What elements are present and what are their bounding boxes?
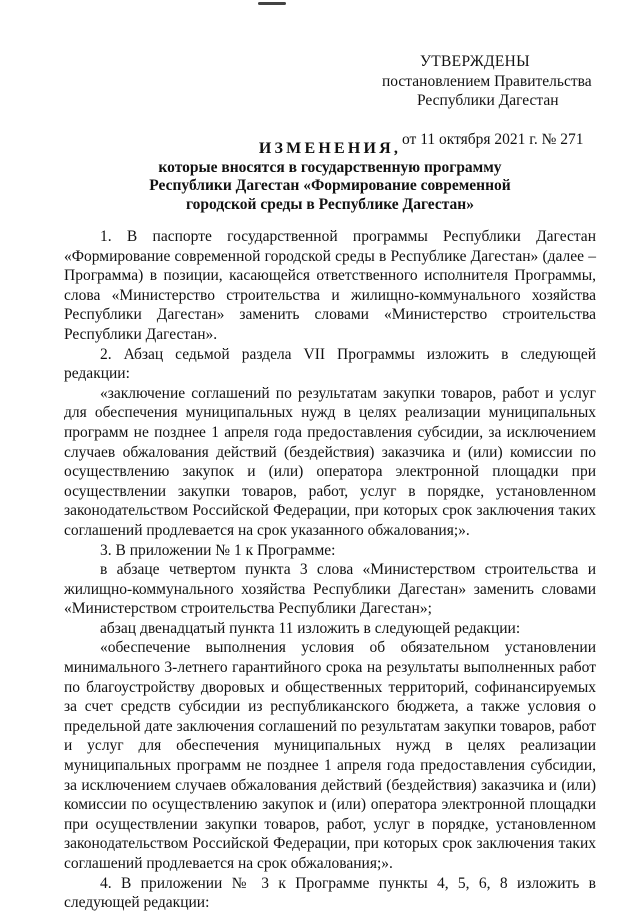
heading-title: ИЗМЕНЕНИЯ, xyxy=(258,140,402,157)
paragraph-6: абзац двенадцатый пункта 11 изложить в следующей редакции: xyxy=(100,619,521,637)
paragraph-1: 1. В паспорте государственной программы Республики Дагестан «Формирование современной городской среды в Республике Дагестан» (далее – Программа) в позиции, касающейся ответственного исполнителя Программы, слова «Министерство строительства и жилищно-коммунального хозяйства Республики Дагестан» заменить словами «Министерство строительства Республики Дагестан». xyxy=(64,228,596,343)
approval-title: УТВЕРЖДЕНЫ xyxy=(420,53,530,70)
heading-line: Республики Дагестан «Формирование современной xyxy=(149,177,511,194)
approval-date: от 11 октября 2021 г. № 271 xyxy=(402,130,584,148)
paragraph-8: 4. В приложении № 3 к Программе пункты 4, 5, 6, 8 изложить в следующей редакции: xyxy=(64,874,596,912)
document-body xyxy=(64,227,596,913)
approval-line: Республики Дагестан xyxy=(417,92,559,109)
approval-line: постановлением Правительства xyxy=(382,72,592,90)
paragraph-2: 2. Абзац седьмой раздела VII Программы изложить в следующей редакции: xyxy=(64,345,596,383)
document-heading xyxy=(60,140,600,214)
paragraph-4: 3. В приложении № 1 к Программе: xyxy=(100,541,336,559)
paragraph-5: в абзаце четвертом пункта 3 слова «Министерством строительства и жилищно-коммунального хозяйства Республики Дагестан» заменить словами «Министерством строительства Республики Дагестан»; xyxy=(64,561,596,618)
paragraph-3: «заключение соглашений по результатам закупки товаров, работ и услуг для обеспечения муниципальных нужд в целях реализации муниципальных программ не позднее 1 апреля года предоставления субсидии, за исключением случаев обжалования действий (бездействия) заказчика и (или) комиссии по осуществлению закупок и (или) оператора электронной площадки при осуществлении закупки товаров, работ, услуг в порядке, установленном законодательством Российской Федерации, при которых срок заключения таких соглашений продлевается на срок указанного обжалования;». xyxy=(64,384,596,539)
approval-block xyxy=(360,52,610,149)
paragraph-7: «обеспечение выполнения условия об обязательном установлении минимального 3-летнего гарантийного срока на результаты выполненных работ по благоустройству дворовых и общественных территорий, софинансируемых за счет средств субсидии из республиканского бюджета, а также условия о предельной дате заключения соглашений по результатам закупки товаров, работ и услуг для обеспечения муниципальных нужд в целях реализации муниципальных программ не позднее 1 апреля года предоставления субсидии, за исключением случаев обжалования действий (бездействия) заказчика и (или) комиссии по осуществлению закупок и (или) оператора электронной площадки при осуществлении закупки товаров, работ, услуг в порядке, установленном законодательством Российской Федерации, при которых срок заключения таких соглашений продлевается на срок обжалования;». xyxy=(64,639,596,872)
scan-artifact xyxy=(258,2,286,5)
heading-line: городской среды в Республике Дагестан» xyxy=(186,195,474,213)
heading-line: которые вносятся в государственную программу xyxy=(158,158,502,176)
